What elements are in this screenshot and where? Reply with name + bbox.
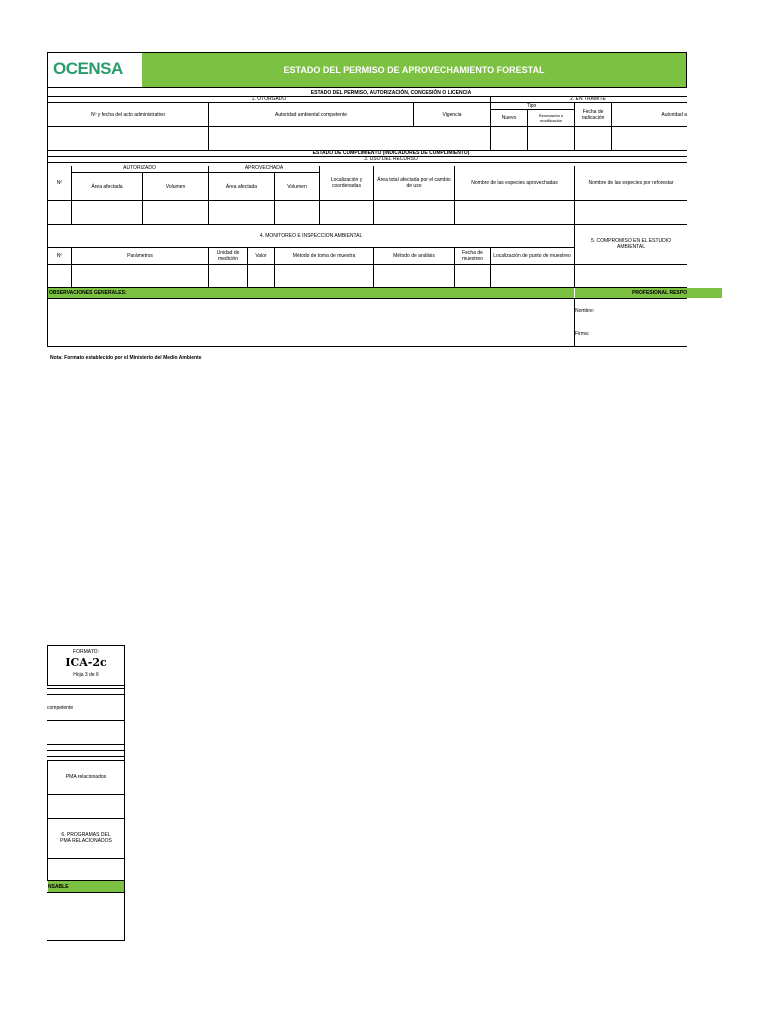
company-logo: OCENSA bbox=[53, 59, 123, 78]
rule bbox=[47, 224, 687, 225]
col-n: Nº bbox=[56, 180, 63, 186]
rule bbox=[47, 940, 125, 941]
section-cumplimiento-title: ESTADO DE CUMPLIMIENTO (INDICADORES DE CUMPLIMIENTO) bbox=[312, 150, 470, 156]
rule bbox=[47, 688, 125, 689]
mon-col-localizacion-puntos: Localización de punto de muestreo bbox=[493, 253, 571, 259]
responsable-label: NSABLE bbox=[48, 883, 69, 890]
rule bbox=[574, 298, 575, 346]
compromiso-label: 5. COMPROMISO EN EL ESTUDIO AMBIENTAL bbox=[590, 238, 672, 250]
aprovechada-label: APROVECHADA bbox=[244, 165, 284, 171]
col-especies-aprovechadas: Nombre de las especies aprovechadas bbox=[471, 180, 558, 186]
mon-col-n: Nº bbox=[56, 253, 63, 259]
pma-relacionados-label: PMA relacionados bbox=[65, 774, 107, 780]
col-renovacion: Renovación o modificación bbox=[538, 113, 564, 123]
col-vigencia: Vigencia bbox=[442, 112, 462, 118]
rule bbox=[47, 346, 687, 347]
mon-col-valor: Valor bbox=[255, 253, 267, 259]
rule bbox=[47, 264, 687, 265]
monitoreo-title: 4. MONITOREO E INSPECCION AMBIENTAL bbox=[259, 233, 363, 239]
rule bbox=[47, 858, 125, 859]
col-area-total: Área total afectada por el cambio de uso bbox=[377, 177, 451, 189]
rule bbox=[47, 720, 125, 721]
rule bbox=[47, 298, 687, 299]
section-permiso-title: ESTADO DEL PERMISO, AUTORIZACIÓN, CONCESIÓN O LICENCIA bbox=[310, 89, 472, 96]
nombre-label: Nombre: bbox=[575, 308, 595, 314]
rule bbox=[47, 794, 125, 795]
col-autoridad-competente: Autoridad ambiental competente bbox=[275, 112, 347, 118]
mon-col-parametros: Parámetros bbox=[127, 253, 153, 259]
col-acto-administrativo: Nº y fecha del acto administrativo bbox=[90, 112, 166, 118]
col-volumen-2: Volumen bbox=[287, 183, 307, 190]
firma-label: Firma: bbox=[575, 331, 590, 337]
rule bbox=[47, 744, 125, 745]
otorgado-label: 1. OTORGADO bbox=[251, 96, 287, 102]
col-autoridad-tramite: Autoridad a bbox=[661, 112, 687, 118]
rule bbox=[47, 756, 125, 757]
rule bbox=[47, 750, 125, 751]
tipo-label: Tipo bbox=[526, 103, 537, 109]
formato-code: ICA-2c bbox=[65, 656, 107, 669]
rule bbox=[47, 200, 687, 201]
hoja-label: Hoja 3 de 6 bbox=[73, 672, 99, 678]
col-area-afectada: Área afectada bbox=[91, 183, 123, 190]
col-fecha-radicacion: Fecha de radicación bbox=[581, 109, 605, 121]
mon-col-fecha-muestreo: Fecha de muestreo bbox=[462, 250, 483, 262]
rule bbox=[574, 224, 575, 287]
competente-label: competente bbox=[47, 705, 74, 711]
mon-col-metodo-analisis: Método de análisis bbox=[393, 253, 435, 259]
col-especies-reforestar: Nombre de las especies por reforestar bbox=[588, 180, 674, 186]
footer-note: Nota: Formato establecido por el Ministerio del Medio Ambiente bbox=[50, 355, 202, 361]
col-volumen: Volumen bbox=[165, 183, 186, 190]
programas-pma-label: 6. PROGRAMAS DEL PMA RELACIONADOS bbox=[60, 832, 112, 844]
col-area-afectada-2: Área afectada bbox=[225, 183, 258, 190]
rule bbox=[47, 694, 125, 695]
page-title: ESTADO DEL PERMISO DE APROVECHAMIENTO FORESTAL bbox=[283, 65, 545, 75]
autorizado-label: AUTORIZADO bbox=[123, 165, 156, 171]
rule bbox=[47, 126, 687, 127]
formato-label: FORMATO: bbox=[73, 649, 99, 655]
col-nuevo: Nuevo bbox=[501, 115, 517, 121]
mon-col-unidad: Unidad de medición bbox=[216, 250, 240, 262]
rule bbox=[47, 818, 125, 819]
rule bbox=[47, 892, 125, 893]
rule bbox=[47, 162, 687, 163]
uso-recurso-label: 3. USO DEL RECURSO bbox=[364, 156, 418, 162]
col-localizacion: Localización y coordenadas bbox=[330, 177, 363, 189]
profesional-label: PROFESIONAL RESPO bbox=[632, 290, 687, 296]
en-tramite-label: 2. EN TRAMITE bbox=[570, 96, 606, 102]
mon-col-metodo-toma: Método de toma de muestra bbox=[292, 253, 356, 259]
observaciones-label: OBSERVACIONES GENERALES: bbox=[49, 290, 127, 296]
